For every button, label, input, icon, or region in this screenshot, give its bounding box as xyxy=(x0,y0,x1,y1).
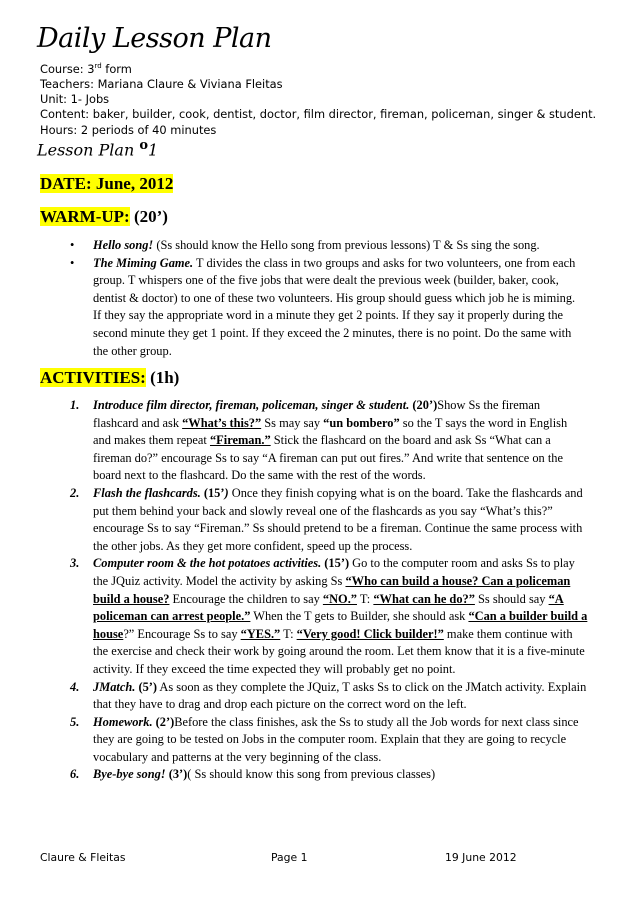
activity-text: Encourage the children to say xyxy=(169,591,323,606)
activity-quote: “Who can build a house? Can a policeman build a house? xyxy=(93,573,571,606)
date-heading xyxy=(40,174,173,193)
activity-item xyxy=(66,766,588,784)
activity-text: When the T gets to Builder, she should ask xyxy=(250,609,469,624)
activities-time: (1h) xyxy=(145,368,180,387)
activity-text: Go to the computer room and asks Ss to play the JQuiz activity. Model the activity by asking Ss xyxy=(93,556,575,588)
document-title: Daily Lesson Plan xyxy=(37,23,272,54)
activity-number: 2. xyxy=(70,485,80,500)
warmup-list xyxy=(66,237,586,360)
warmup-item-text: (Ss should know the Hello song from previous lessons) T & Ss sing the song. xyxy=(153,238,540,252)
teachers-line: Teachers: Mariana Claure & Viviana Fleitas xyxy=(40,77,283,91)
lesson-plan-label: Lesson Plan xyxy=(37,140,140,160)
activity-text: Ss may say xyxy=(261,415,324,430)
activity-text: Stick the flashcard on the board and ask Ss “What can a fireman do?” encourage Ss to say “A fireman can put out fires.” And write that sentence on the board next to the flashcard. Do the same with the rest of the words. xyxy=(93,433,563,483)
footer-authors: Claure & Fleitas xyxy=(40,851,126,864)
activity-text: so the T says the word in English and makes them repeat xyxy=(93,415,568,448)
activity-text: ( Ss should know this song from previous classes) xyxy=(187,767,436,782)
activity-title: Computer room & the hot potatoes activities. xyxy=(93,556,322,571)
lesson-plan-number xyxy=(37,135,158,161)
activity-text: (20’) xyxy=(409,398,438,412)
activity-number: 5. xyxy=(70,714,80,729)
activity-quote: “A policeman can arrest people.” xyxy=(93,591,564,624)
activity-title: JMatch. xyxy=(93,679,136,694)
activity-quote: “Can a builder build a house xyxy=(93,609,588,641)
activity-text: (3’) xyxy=(165,767,188,782)
activity-text: Before the class finishes, ask the Ss to study all the Job words for next class since they are going to be tested on Jobs in the computer room. Explain that they are going to recycle vocabulary and patterns at the very beginning of the class. xyxy=(93,714,579,764)
activity-quote: “Fireman.” xyxy=(209,433,271,448)
footer-page-number: Page 1 xyxy=(271,851,308,864)
activity-quote: “YES.” xyxy=(240,626,281,641)
activity-number: 1. xyxy=(70,398,80,412)
activity-text: (15’) xyxy=(321,556,350,571)
activity-title: Introduce film director, fireman, policeman, singer & student. xyxy=(93,398,410,412)
activity-item xyxy=(66,485,588,555)
activity-title: Flash the flashcards. xyxy=(93,485,201,500)
activity-text: Ss should say xyxy=(474,591,549,606)
warmup-item-title: The Miming Game. xyxy=(93,255,194,270)
hours-line: Hours: 2 periods of 40 minutes xyxy=(40,122,217,137)
activity-item xyxy=(66,397,588,485)
warmup-item xyxy=(66,255,586,361)
activities-heading xyxy=(40,368,179,387)
activities-label: ACTIVITIES: xyxy=(40,368,146,387)
lesson-metadata xyxy=(40,59,596,138)
activity-text: As soon as they complete the JQuiz, T asks Ss to click on the JMatch activity. Explain that they have to drag and drop each picture on the correct word on the left. xyxy=(93,679,587,712)
activity-text: ?” Encourage Ss to say xyxy=(123,626,241,641)
lesson-plan-num: 1 xyxy=(148,140,159,160)
activity-item xyxy=(66,679,588,714)
activity-number: 6. xyxy=(70,767,80,782)
activity-text: Once they finish copying what is on the board. Take the flashcards and put them behind your back and slowly reveal one of the flashcards as you say “What’s this?” encourage Ss to say “Fireman.” Ss should pretend to be a fireman. Continue the same process with the other jobs. As they get more confident, speed up the process. xyxy=(93,485,583,553)
activity-quote: “NO.” xyxy=(322,591,357,606)
activity-text: make them continue with the exercise and check their work by going around the room. Let them know that it is a five-minute activity. If they exceed the time expected they will probably get no point. xyxy=(93,626,585,676)
activity-text: Show Ss the fireman flashcard and ask xyxy=(93,398,541,430)
activity-quote: “What’s this?” xyxy=(182,415,262,430)
activity-text: “un bombero” xyxy=(323,415,400,430)
activity-number: 3. xyxy=(70,556,80,571)
warmup-time: (20’) xyxy=(129,207,168,226)
activity-number: 4. xyxy=(70,679,80,694)
activities-list xyxy=(66,397,588,784)
activity-quote: “Very good! Click builder!” xyxy=(296,626,444,641)
course-line xyxy=(40,59,596,77)
course-label: Course: 3 xyxy=(40,61,95,76)
warmup-item xyxy=(66,237,586,255)
date-text: DATE: June, 2012 xyxy=(40,174,174,193)
course-rest: form xyxy=(101,61,132,76)
activity-text: T: xyxy=(280,626,297,641)
course-superscript: rd xyxy=(94,62,102,70)
activity-item xyxy=(66,555,588,678)
activity-text: (5’) xyxy=(135,679,158,694)
activity-title: Bye-bye song! xyxy=(93,767,166,782)
content-line: Content: baker, builder, cook, dentist, doctor, film director, fireman, policeman, singer & student. xyxy=(40,107,597,122)
activity-title: Homework. xyxy=(93,714,153,729)
warmup-heading xyxy=(40,207,168,226)
activity-item xyxy=(66,714,588,767)
activity-quote: “What can he do?” xyxy=(373,591,475,606)
footer-date: 19 June 2012 xyxy=(445,851,517,864)
warmup-label: WARM-UP: xyxy=(40,207,130,226)
activity-text: T: xyxy=(356,591,374,606)
warmup-item-text: T divides the class in two groups and asks for two volunteers, one from each group. T whispers one of the five jobs that were dealt the previous week (builder, baker, cook, dentist & doctor) to one of these two volunteers. His group should guess which job he is miming. If they say the appropriate word in a minute they get 2 points. If they say it properly during the second minute they get 1 point. If they exceed the 2 minutes, there is no point. Do the same with the other group. xyxy=(93,255,576,358)
unit-line: Unit: 1- Jobs xyxy=(40,92,110,107)
lesson-plan-sup: o xyxy=(139,138,149,153)
activity-text: (2’) xyxy=(152,714,175,729)
activity-text: (15’ xyxy=(200,485,225,500)
activity-title: ) xyxy=(224,485,229,500)
warmup-item-title: Hello song! xyxy=(93,238,154,252)
